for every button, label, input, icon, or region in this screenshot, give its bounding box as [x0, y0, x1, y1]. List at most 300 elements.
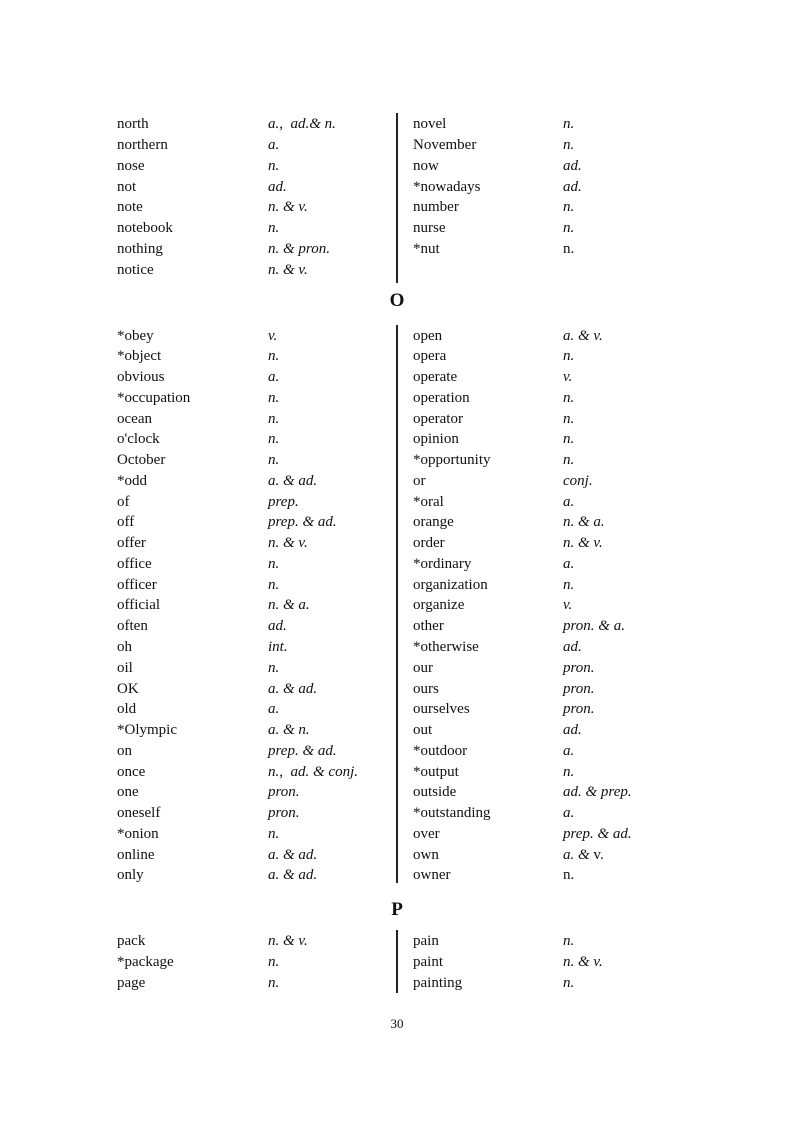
- part-of-speech: [563, 845, 604, 866]
- word-text: page: [117, 974, 146, 991]
- word-text: of: [117, 493, 130, 510]
- word-text: *onion: [117, 825, 159, 842]
- pos-italic: a. & ad.: [268, 680, 318, 697]
- word-text: pack: [117, 933, 146, 949]
- part-of-speech: [268, 699, 279, 720]
- word-text: or: [413, 472, 426, 489]
- pos-italic: v.: [268, 327, 278, 344]
- word-text: *occupation: [117, 389, 191, 406]
- part-of-speech: [268, 492, 299, 513]
- pos-italic: n. & v.: [268, 535, 308, 552]
- right-column: [413, 114, 698, 259]
- word-text: now: [413, 157, 439, 174]
- pos-italic: a. & ad.: [268, 867, 318, 884]
- pos-italic: n.: [268, 576, 280, 593]
- pos-italic: n.: [268, 157, 280, 174]
- word-text: northern: [117, 137, 168, 154]
- word-text: on: [117, 742, 132, 759]
- word-text: pain: [413, 933, 439, 949]
- pos-italic: ad.: [563, 157, 582, 174]
- part-of-speech: [268, 637, 288, 658]
- word-entry: [117, 554, 402, 575]
- word-entry: [413, 699, 698, 720]
- part-of-speech: [563, 346, 574, 367]
- word-entry: [413, 679, 698, 700]
- word-entry: [117, 595, 402, 616]
- part-of-speech: [563, 952, 603, 973]
- pos-roman: v.: [593, 846, 604, 863]
- word-entry: [413, 554, 698, 575]
- part-of-speech: [563, 367, 572, 388]
- word-entry: [117, 156, 402, 177]
- part-of-speech: [563, 824, 632, 845]
- word-entry: [413, 720, 698, 741]
- pos-italic: v.: [563, 597, 573, 614]
- part-of-speech: [563, 512, 605, 533]
- word-entry: [117, 367, 402, 388]
- part-of-speech: [563, 595, 572, 616]
- pos-italic: a. &: [563, 846, 594, 863]
- word-text: *outdoor: [413, 742, 468, 759]
- word-text: organization: [413, 576, 488, 593]
- pos-italic: n. & v.: [563, 535, 603, 552]
- word-text: online: [117, 846, 155, 863]
- word-entry: [413, 492, 698, 513]
- part-of-speech: [268, 326, 277, 347]
- word-text: over: [413, 825, 440, 842]
- word-text: oh: [117, 638, 132, 655]
- word-entry: [117, 218, 402, 239]
- part-of-speech: [268, 845, 317, 866]
- word-entry: [413, 135, 698, 156]
- word-entry: [413, 346, 698, 367]
- pos-italic: a.: [563, 555, 575, 572]
- word-entry: [413, 762, 698, 783]
- word-text: *package: [117, 953, 174, 970]
- part-of-speech: [268, 824, 279, 845]
- pos-italic: v.: [563, 369, 573, 386]
- part-of-speech: [268, 512, 337, 533]
- part-of-speech: [268, 595, 310, 616]
- word-entry: [413, 156, 698, 177]
- page-number: 30: [390, 1016, 404, 1031]
- word-entry: [413, 388, 698, 409]
- word-text: outside: [413, 784, 457, 801]
- part-of-speech: [563, 762, 574, 783]
- word-entry: [117, 973, 402, 994]
- word-text: official: [117, 597, 161, 614]
- pos-italic: pron.: [563, 680, 595, 697]
- word-entry: [413, 326, 698, 347]
- pos-italic: ad.: [268, 618, 287, 635]
- pos-italic: a.: [563, 805, 575, 822]
- part-of-speech: [563, 679, 595, 700]
- part-of-speech: [563, 197, 574, 218]
- word-text: *odd: [117, 472, 147, 489]
- word-entry: [117, 762, 402, 783]
- word-text: open: [413, 327, 443, 344]
- word-entry: [117, 135, 402, 156]
- pos-italic: a.: [268, 701, 280, 718]
- section-header: O: [389, 290, 405, 311]
- word-entry: [413, 741, 698, 762]
- word-text: *oral: [413, 493, 444, 510]
- part-of-speech: [268, 616, 287, 637]
- word-text: note: [117, 199, 143, 216]
- part-of-speech: [563, 658, 595, 679]
- word-entry: [117, 679, 402, 700]
- word-entry: [413, 637, 698, 658]
- word-text: organize: [413, 597, 465, 614]
- word-entry: [117, 114, 402, 135]
- pos-italic: n.: [563, 431, 575, 448]
- part-of-speech: [563, 720, 582, 741]
- pos-italic: a. & ad.: [268, 846, 318, 863]
- word-entry: [117, 450, 402, 471]
- word-text: ocean: [117, 410, 152, 427]
- word-text: old: [117, 701, 137, 718]
- pos-italic: n.: [563, 116, 575, 133]
- part-of-speech: [268, 762, 358, 783]
- word-entry: [117, 429, 402, 450]
- word-entry: [413, 197, 698, 218]
- part-of-speech: [563, 156, 582, 177]
- word-entry: [117, 952, 402, 973]
- word-text: north: [117, 116, 149, 133]
- part-of-speech: [268, 114, 336, 135]
- word-text: *opportunity: [413, 452, 491, 469]
- pos-italic: a. & ad.: [268, 472, 318, 489]
- word-text: operator: [413, 410, 463, 427]
- pos-italic: pron.: [268, 805, 300, 822]
- part-of-speech: [563, 218, 574, 239]
- part-of-speech: [268, 575, 279, 596]
- pos-italic: n.: [563, 199, 575, 216]
- word-text: only: [117, 867, 144, 884]
- word-text: other: [413, 618, 444, 635]
- pos-italic: n.: [268, 220, 280, 237]
- pos-italic: conj.: [563, 472, 593, 489]
- pos-italic: n. & v.: [268, 933, 308, 949]
- part-of-speech: [268, 218, 279, 239]
- word-text: off: [117, 514, 135, 531]
- part-of-speech: [268, 865, 317, 886]
- word-text: novel: [413, 116, 447, 133]
- word-text: oneself: [117, 805, 161, 822]
- word-entry: [413, 824, 698, 845]
- part-of-speech: [563, 782, 632, 803]
- word-text: notice: [117, 261, 154, 278]
- pos-italic: n. & v.: [268, 261, 308, 278]
- pos-italic: n.: [268, 389, 280, 406]
- pos-italic: n.: [268, 555, 280, 572]
- right-column: [413, 326, 698, 887]
- pos-italic: a.: [563, 742, 575, 759]
- part-of-speech: [563, 575, 574, 596]
- word-entry: [117, 931, 402, 952]
- part-of-speech: [563, 492, 574, 513]
- word-entry: [413, 865, 698, 886]
- word-entry: [413, 239, 698, 260]
- pos-italic: n.: [268, 825, 280, 842]
- part-of-speech: [268, 952, 279, 973]
- word-text: out: [413, 722, 433, 739]
- word-text: our: [413, 659, 433, 676]
- pos-italic: int.: [268, 638, 288, 655]
- pos-roman: n.: [563, 240, 575, 257]
- part-of-speech: [268, 260, 308, 281]
- right-column: [413, 931, 698, 993]
- word-entry: [117, 782, 402, 803]
- part-of-speech: [563, 326, 603, 347]
- pos-italic: prep.: [268, 493, 299, 510]
- pos-italic: n.: [563, 220, 575, 237]
- pos-italic: n.: [563, 410, 575, 427]
- word-entry: [413, 429, 698, 450]
- word-text: one: [117, 784, 139, 801]
- word-text: *output: [413, 763, 459, 780]
- word-text: office: [117, 555, 152, 572]
- word-text: often: [117, 618, 148, 635]
- part-of-speech: [268, 367, 279, 388]
- part-of-speech: [268, 156, 279, 177]
- word-text: *ordinary: [413, 555, 472, 572]
- word-text: officer: [117, 576, 157, 593]
- word-text: *nowadays: [413, 178, 481, 195]
- word-text: *Olympic: [117, 722, 177, 739]
- word-text: opinion: [413, 431, 459, 448]
- word-entry: [413, 471, 698, 492]
- word-text: paint: [413, 953, 443, 970]
- word-entry: [117, 658, 402, 679]
- word-entry: [413, 658, 698, 679]
- word-entry: [117, 803, 402, 824]
- word-text: painting: [413, 974, 463, 991]
- word-entry: [117, 845, 402, 866]
- word-entry: [413, 450, 698, 471]
- word-entry: [117, 326, 402, 347]
- word-entry: [117, 409, 402, 430]
- pos-italic: n.: [563, 348, 575, 365]
- word-entry: [117, 471, 402, 492]
- word-text: nothing: [117, 240, 163, 257]
- part-of-speech: [268, 554, 279, 575]
- word-text: owner: [413, 867, 451, 884]
- part-of-speech: [563, 741, 574, 762]
- word-text: nose: [117, 157, 145, 174]
- pos-italic: n.: [268, 953, 280, 970]
- word-entry: [413, 931, 698, 952]
- part-of-speech: [563, 388, 574, 409]
- pos-italic: prep. & ad.: [268, 514, 337, 531]
- part-of-speech: [563, 931, 574, 952]
- pos-italic: n.: [563, 452, 575, 469]
- word-text: OK: [117, 680, 139, 697]
- word-entry: [413, 409, 698, 430]
- word-entry: [413, 533, 698, 554]
- pos-italic: a.: [268, 137, 280, 154]
- word-entry: [117, 741, 402, 762]
- pos-italic: n.: [563, 763, 575, 780]
- part-of-speech: [268, 679, 317, 700]
- word-entry: [117, 699, 402, 720]
- word-text: *nut: [413, 240, 440, 257]
- part-of-speech: [268, 197, 308, 218]
- part-of-speech: [563, 699, 595, 720]
- word-text: operation: [413, 389, 470, 406]
- left-column: [117, 326, 402, 887]
- pos-italic: n.: [268, 452, 280, 469]
- word-entry: [413, 803, 698, 824]
- part-of-speech: [268, 782, 300, 803]
- part-of-speech: [268, 973, 279, 994]
- word-entry: [117, 260, 402, 281]
- part-of-speech: [563, 409, 574, 430]
- word-text: once: [117, 763, 146, 780]
- pos-italic: n.: [563, 974, 575, 991]
- pos-italic: n.: [268, 974, 280, 991]
- part-of-speech: [563, 973, 574, 994]
- word-entry: [413, 973, 698, 994]
- word-entry: [117, 865, 402, 886]
- word-entry: [413, 575, 698, 596]
- word-entry: [413, 782, 698, 803]
- pos-italic: pron. & a.: [563, 618, 625, 635]
- pos-italic: n., ad. & conj.: [268, 763, 358, 780]
- word-entry: [413, 952, 698, 973]
- pos-italic: a. & n.: [268, 722, 310, 739]
- pos-italic: ad.: [563, 722, 582, 739]
- word-entry: [117, 533, 402, 554]
- part-of-speech: [268, 931, 308, 952]
- pos-italic: n.: [268, 431, 280, 448]
- pos-italic: n. & pron.: [268, 240, 330, 257]
- word-text: October: [117, 452, 166, 469]
- pos-italic: pron.: [563, 701, 595, 718]
- section-header: P: [391, 899, 403, 920]
- part-of-speech: [563, 554, 574, 575]
- word-text: November: [413, 137, 477, 154]
- pos-italic: prep. & ad.: [268, 742, 337, 759]
- pos-italic: pron.: [268, 784, 300, 801]
- part-of-speech: [563, 637, 582, 658]
- word-text: number: [413, 199, 459, 216]
- part-of-speech: [563, 177, 582, 198]
- part-of-speech: [563, 803, 574, 824]
- word-text: own: [413, 846, 439, 863]
- pos-italic: ad.: [563, 178, 582, 195]
- word-entry: [117, 616, 402, 637]
- word-text: opera: [413, 348, 447, 365]
- word-entry: [117, 824, 402, 845]
- part-of-speech: [563, 114, 574, 135]
- pos-italic: a., ad.& n.: [268, 116, 336, 133]
- pos-italic: n. & a.: [563, 514, 605, 531]
- pos-italic: n.: [268, 410, 280, 427]
- pos-italic: n.: [563, 137, 575, 154]
- part-of-speech: [268, 471, 317, 492]
- pos-italic: prep. & ad.: [563, 825, 632, 842]
- pos-italic: ad.: [268, 178, 287, 195]
- word-text: not: [117, 178, 137, 195]
- pos-italic: pron.: [563, 659, 595, 676]
- part-of-speech: [268, 177, 287, 198]
- pos-italic: a.: [268, 369, 280, 386]
- word-text: oil: [117, 659, 133, 676]
- part-of-speech: [268, 409, 279, 430]
- part-of-speech: [563, 471, 593, 492]
- part-of-speech: [268, 533, 308, 554]
- word-entry: [117, 239, 402, 260]
- word-text: offer: [117, 535, 146, 552]
- word-entry: [413, 218, 698, 239]
- word-text: nurse: [413, 220, 446, 237]
- word-text: ours: [413, 680, 439, 697]
- word-text: *otherwise: [413, 638, 479, 655]
- pos-italic: n.: [268, 348, 280, 365]
- part-of-speech: [268, 658, 279, 679]
- part-of-speech: [563, 429, 574, 450]
- part-of-speech: [268, 346, 279, 367]
- word-text: o'clock: [117, 431, 160, 448]
- word-entry: [413, 845, 698, 866]
- part-of-speech: [268, 450, 279, 471]
- word-entry: [117, 720, 402, 741]
- word-text: order: [413, 535, 445, 552]
- part-of-speech: [268, 239, 330, 260]
- word-entry: [117, 492, 402, 513]
- word-entry: [117, 512, 402, 533]
- word-entry: [117, 388, 402, 409]
- word-entry: [117, 575, 402, 596]
- word-text: ourselves: [413, 701, 470, 718]
- word-entry: [413, 616, 698, 637]
- pos-italic: n.: [563, 933, 575, 949]
- word-entry: [413, 595, 698, 616]
- pos-italic: ad.: [563, 638, 582, 655]
- pos-italic: n.: [563, 389, 575, 406]
- part-of-speech: [268, 803, 300, 824]
- part-of-speech: [268, 741, 337, 762]
- part-of-speech: [563, 533, 603, 554]
- pos-roman: n.: [563, 867, 575, 884]
- word-entry: [413, 367, 698, 388]
- word-entry: [117, 197, 402, 218]
- word-entry: [413, 177, 698, 198]
- word-entry: [117, 346, 402, 367]
- word-entry: [117, 637, 402, 658]
- word-text: obvious: [117, 369, 165, 386]
- part-of-speech: [268, 135, 279, 156]
- word-text: notebook: [117, 220, 173, 237]
- pos-italic: n. & v.: [268, 199, 308, 216]
- pos-italic: a.: [563, 493, 575, 510]
- part-of-speech: [563, 450, 574, 471]
- pos-italic: n.: [563, 576, 575, 593]
- word-text: *obey: [117, 327, 154, 344]
- pos-italic: n. & a.: [268, 597, 310, 614]
- pos-italic: n. & v.: [563, 953, 603, 970]
- part-of-speech: [563, 239, 574, 260]
- left-column: [117, 114, 402, 280]
- word-text: *object: [117, 348, 162, 365]
- word-entry: [413, 114, 698, 135]
- word-text: *outstanding: [413, 805, 491, 822]
- part-of-speech: [563, 135, 574, 156]
- word-entry: [117, 177, 402, 198]
- part-of-speech: [563, 616, 625, 637]
- part-of-speech: [563, 865, 574, 886]
